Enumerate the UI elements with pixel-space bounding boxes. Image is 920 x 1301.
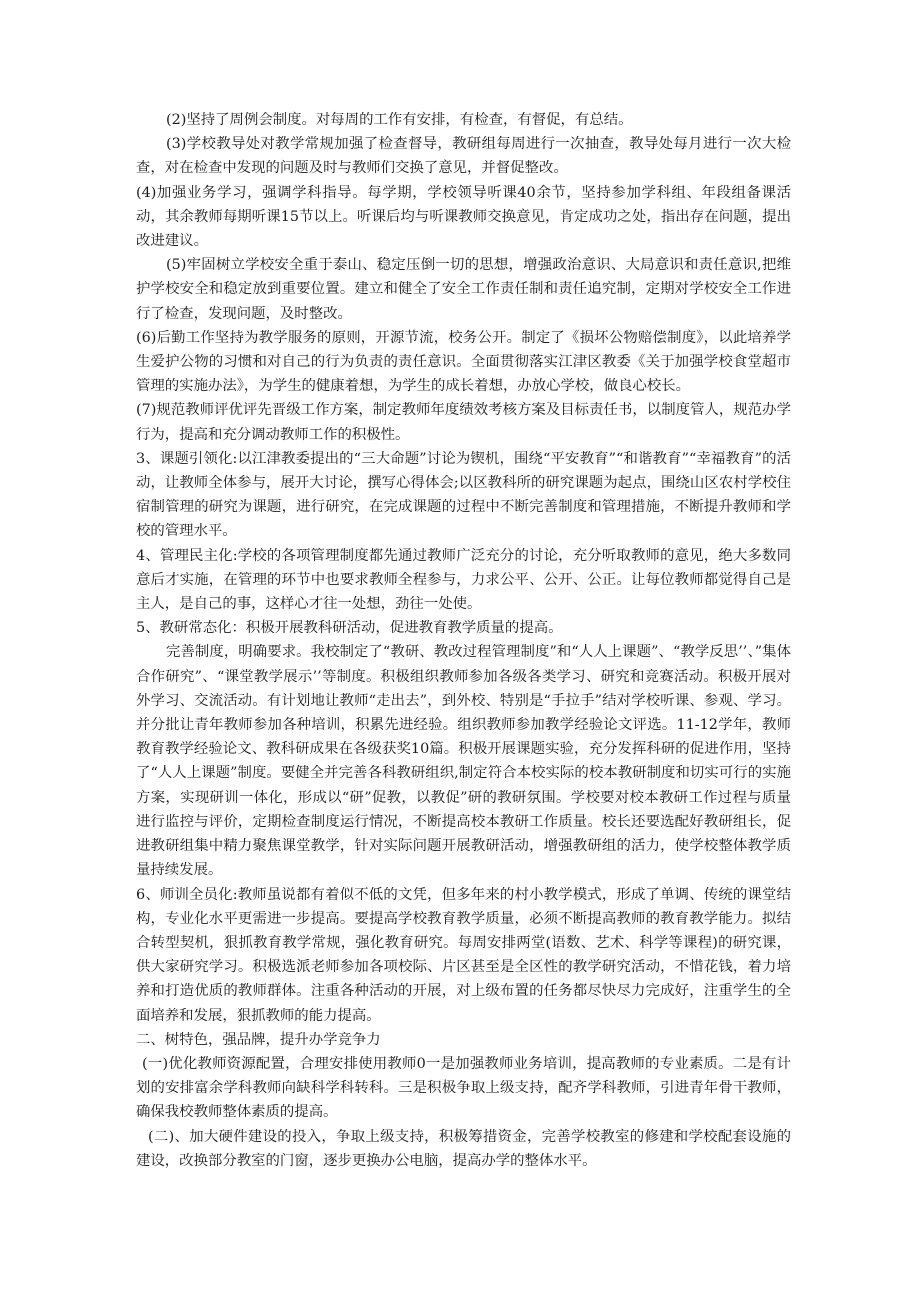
paragraph-democratic-management: 4、管理民主化:学校的各项管理制度都先通过教师广泛充分的讨论，充分听取教师的意见，绝大多数同意后才实施，在管理的环节中也要求教师全程参与，力求公平、公开、公正。让每位教师都觉得自己是主人，是自己的事，这样心才往一处想，劲往一处使。 <box>136 547 791 613</box>
paragraph-teacher-training: 6、师训全员化:教师虽说都有着似不低的文凭，但多年来的村小教学模式，形成了单调、传统的课堂结构，专业化水平更需进一步提高。要提高学校教育教学质量，必须不断提高教师的教育教学能力。拟结合转型契机，狠抓教育教学常规，强化教育研究。每周安排两堂(语数、艺术、科学等课程)的研究课，供大家研究学习。积极选派老师参加各项校际、片区甚至是全区性的教学研究活动，不惜花钱，着力培养和打造优质的教师群体。注重各种活动的开展，对上级布置的任务都尽快尽力完成好，注重学生的全面培养和发展，狠抓教师的能力提高。 <box>136 886 791 1024</box>
document-body <box>136 108 791 1173</box>
paragraph-teaching-inspection: (3)学校教导处对教学常规加强了检查督导，教研组每周进行一次抽查，教导处每月进行一次大检查，对在检查中发现的问题及时与教师们交换了意见，并督促整改。 <box>136 136 791 177</box>
paragraph-teacher-evaluation: (7)规范教师评优评先晋级工作方案，制定教师年度绩效考核方案及目标责任书，以制度管人，规范办学行为，提高和充分调动教师工作的积极性。 <box>136 402 791 443</box>
paragraph-school-safety: (5)牢固树立学校安全重于泰山、稳定压倒一切的思想，增强政治意识、大局意识和责任意识,把维护学校安全和稳定放到重要位置。建立和健全了安全工作责任制和责任追究制，定期对学校安全工作进行了检查，发现问题，及时整改。 <box>136 257 791 322</box>
paragraph-logistics: (6)后勤工作坚持为教学服务的原则，开源节流，校务公开。制定了《损坏公物赔偿制度》，以此培养学生爱护公物的习惯和对自己的行为负责的责任意识。全面贯彻落实江津区教委《关于加强学校食堂超市管理的实施办法》，为学生的健康着想，为学生的成长着想，办放心学校，做良心校长。 <box>136 329 791 395</box>
paragraph-weekly-meeting: (2)坚持了周例会制度。对每周的工作有安排，有检查，有督促，有总结。 <box>166 112 633 128</box>
paragraph-resource-allocation: (一)优化教师资源配置，合理安排使用教师0一是加强教师业务培训，提高教师的专业素质。二是有计划的安排富余学科教师向缺科学科转科。三是积极争取上级支持，配齐学科教师，引进青年骨干教师，确保我校教师整体素质的提高。 <box>136 1055 791 1121</box>
paragraph-system-improvement: 完善制度，明确要求。我校制定了“教研、教改过程管理制度”和“人人上课题”、“教学反思’’、”集体合作研究”、“课堂教学展示’’等制度。积极组织教师参加各级各类学习、研究和竞赛活动。积极开展对外学习、交流活动。有计划地让教师“走出去”，到外校、特别是“手拉手”结对学校听课、参观、学习。并分批让青年教师参加各种培训，积累先进经验。组织教师参加教学经验论文评选。11-12学年，教师教育教学经验论文、教科研成果在各级获奖10篇。积极开展课题实验，充分发挥科研的促进作用，坚持了“人人上课题”制度。要健全并完善各科教研组织,制定符合本校实际的校本教研制度和切实可行的实施方案，实现研训一体化，形成以“研”促教，以教促”研的教研氛围。学校要对校本教研工作过程与质量进行监控与评价，定期检查制度运行情况，不断提高校本教研工作质量。校长还要选配好教研组长，促进教研组集中精力聚焦课堂教学，针对实际问题开展教研活动，增强教研组的活力，使学校整体教学质量持续发展。 <box>136 644 791 879</box>
section-heading-features: 二、树特色，强品牌，提升办学竞争力 <box>136 1031 381 1048</box>
paragraph-hardware-investment: (二)、加大硬件建设的投入，争取上级支持，积极筹措资金，完善学校教室的修建和学校配套设施的建设，改换部分教室的门窗，逐步更换办公电脑，提高办学的整体水平。 <box>136 1128 791 1169</box>
paragraph-topic-guidance: 3、课题引领化:以江津教委提出的“三大命题”讨论为锲机，围绕“平安教育”“和谐教育”“幸福教育”的活动，让教师全体参与，展开大讨论，撰写心得体会;以区教科所的研究课题为起点，围绕山区农村学校住宿制管理的研究为课题，进行研究，在完成课题的过程中不断完善制度和管理措施，不断提升教师和学校的管理水平。 <box>136 450 791 540</box>
paragraph-professional-study: (4)加强业务学习，强调学科指导。每学期，学校领导听课40余节，坚持参加学科组、年段组备课活动，其余教师每期听课15节以上。听课后均与听课教师交换意见，肯定成功之处，指出存在问题，提出改进建议。 <box>136 184 791 250</box>
paragraph-teaching-research: 5、教研常态化：积极开展教科研活动，促进教育教学质量的提高。 <box>136 620 563 637</box>
